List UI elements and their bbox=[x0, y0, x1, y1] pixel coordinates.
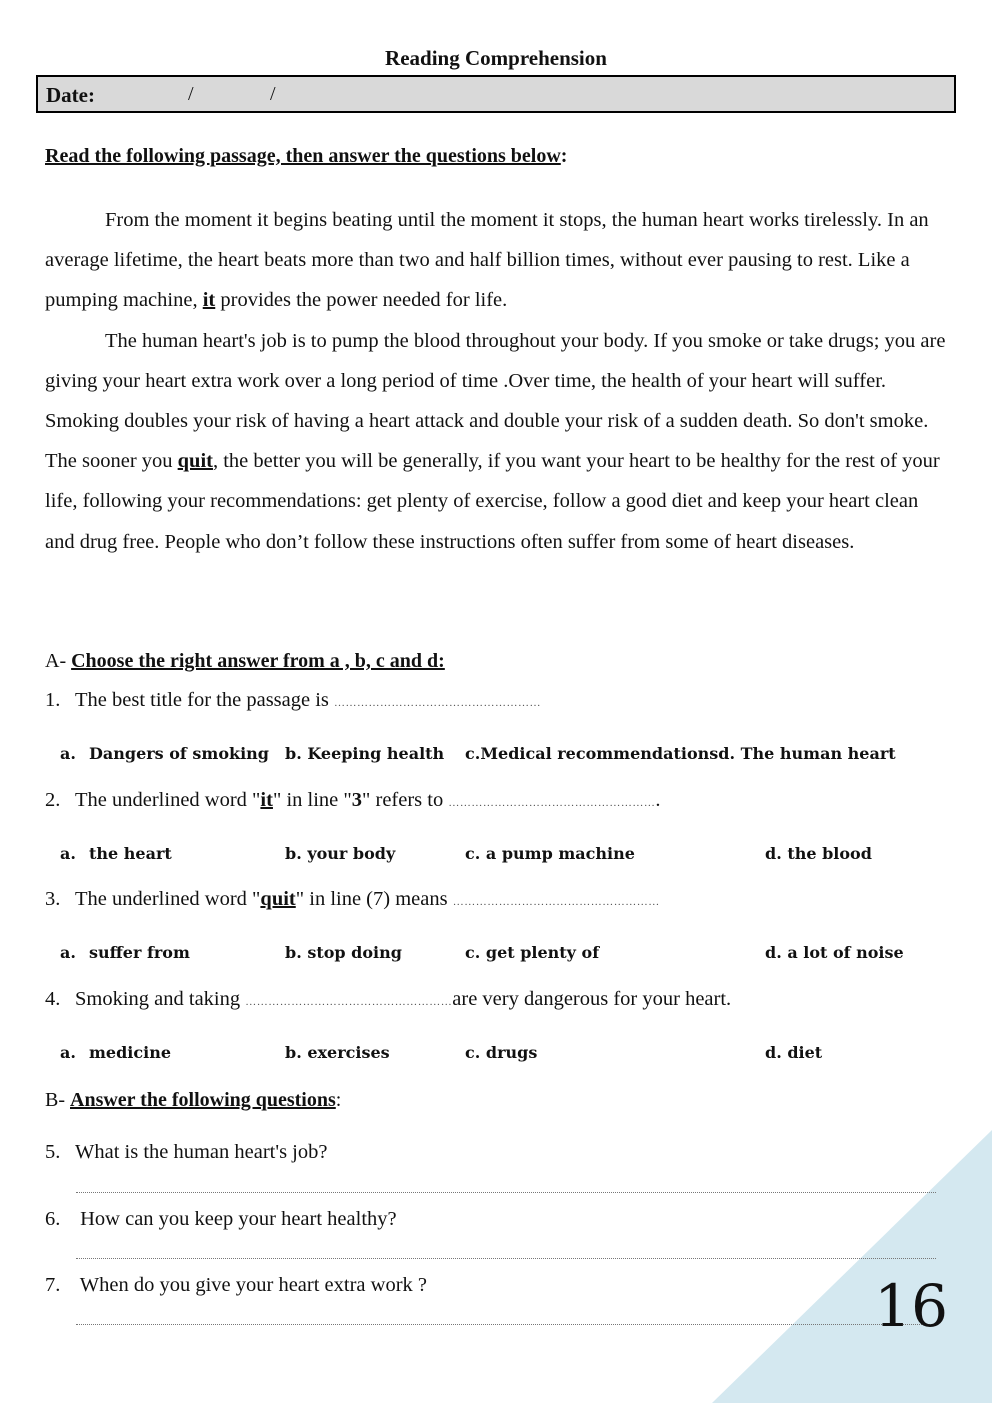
underlined-word-quit: quit bbox=[177, 450, 213, 473]
date-separator: / bbox=[270, 83, 276, 105]
option-b[interactable]: b. Keeping health bbox=[285, 744, 445, 763]
question-4: 4. Smoking and taking ………………………………………………are very dangerous for your heart. bbox=[45, 988, 732, 1010]
answer-blank[interactable]: ……………………………………………… bbox=[245, 996, 453, 1008]
option-d[interactable]: d. diet bbox=[765, 1043, 823, 1062]
option-letter: a. bbox=[60, 844, 76, 863]
answer-blank[interactable]: ……………………………………………… bbox=[448, 797, 656, 809]
option-c[interactable]: c. drugs bbox=[465, 1043, 538, 1062]
answer-line[interactable] bbox=[76, 1324, 936, 1325]
date-separator: / bbox=[188, 83, 194, 105]
question-2: 2. The underlined word "it" in line "3" refers to ………………………………………………. bbox=[45, 789, 661, 811]
option-a[interactable]: Dangers of smoking bbox=[89, 744, 269, 763]
option-letter: a. bbox=[60, 943, 76, 962]
option-b[interactable]: b. stop doing bbox=[285, 943, 402, 962]
option-letter: a. bbox=[60, 1043, 76, 1062]
page-title: Reading Comprehension bbox=[385, 46, 607, 70]
section-a-heading: A- Choose the right answer from a , b, c and d: bbox=[45, 650, 445, 672]
date-box bbox=[36, 75, 956, 113]
answer-blank[interactable]: ……………………………………………… bbox=[334, 697, 542, 709]
option-a[interactable]: suffer from bbox=[89, 943, 190, 962]
answer-blank[interactable]: ……………………………………………… bbox=[452, 896, 660, 908]
question-3: 3. The underlined word "quit" in line (7) means ……………………………………………… bbox=[45, 888, 660, 910]
option-d[interactable]: d. the blood bbox=[765, 844, 872, 863]
option-a[interactable]: the heart bbox=[89, 844, 172, 863]
question-5: 5. What is the human heart's job? bbox=[45, 1141, 328, 1163]
section-b-heading: B- Answer the following questions: bbox=[45, 1089, 342, 1111]
option-b[interactable]: b. exercises bbox=[285, 1043, 390, 1062]
option-c-d[interactable]: c.Medical recommendationsd. The human heart bbox=[465, 744, 896, 763]
option-c[interactable]: c. get plenty of bbox=[465, 943, 600, 962]
underlined-word-it: it bbox=[202, 289, 216, 312]
option-b[interactable]: b. your body bbox=[285, 844, 396, 863]
answer-line[interactable] bbox=[76, 1258, 936, 1259]
option-a[interactable]: medicine bbox=[89, 1043, 172, 1062]
passage-paragraph: From the moment it begins beating until the moment it stops, the human heart works tirelessly. In an average lifetime, the heart beats more than two and half billion times, without ever pausing to rest. Like a pumping machine, it provides the power needed for life. bbox=[45, 209, 929, 312]
passage-paragraph: The human heart's job is to pump the blood throughout your body. If you smoke or take drugs; you are giving your heart extra work over a long period of time .Over time, the health of your heart will suffer. Smoking doubles your risk of having a heart attack and double your risk of a sudden death. So don't smoke. The sooner you quit, the better you will be generally, if you want your heart to be healthy for the rest of your life, following your recommendations: get plenty of exercise, follow a good diet and keep your heart clean and drug free. People who don’t follow these instructions often suffer from some of heart diseases. bbox=[45, 329, 946, 553]
page-number: 16 bbox=[874, 1272, 948, 1340]
question-7: 7. When do you give your heart extra work ? bbox=[45, 1274, 427, 1296]
instructions: Read the following passage, then answer the questions below: bbox=[45, 145, 568, 167]
date-label: Date: bbox=[46, 83, 95, 107]
option-c[interactable]: c. a pump machine bbox=[465, 844, 635, 863]
reading-passage bbox=[45, 200, 950, 562]
question-6: 6. How can you keep your heart healthy? bbox=[45, 1208, 397, 1230]
option-letter: a. bbox=[60, 744, 76, 763]
option-d[interactable]: d. a lot of noise bbox=[765, 943, 904, 962]
answer-line[interactable] bbox=[76, 1192, 936, 1193]
instructions-text: Read the following passage, then answer the questions below bbox=[45, 145, 561, 167]
question-1: 1. The best title for the passage is ……………………………………………… bbox=[45, 689, 542, 711]
